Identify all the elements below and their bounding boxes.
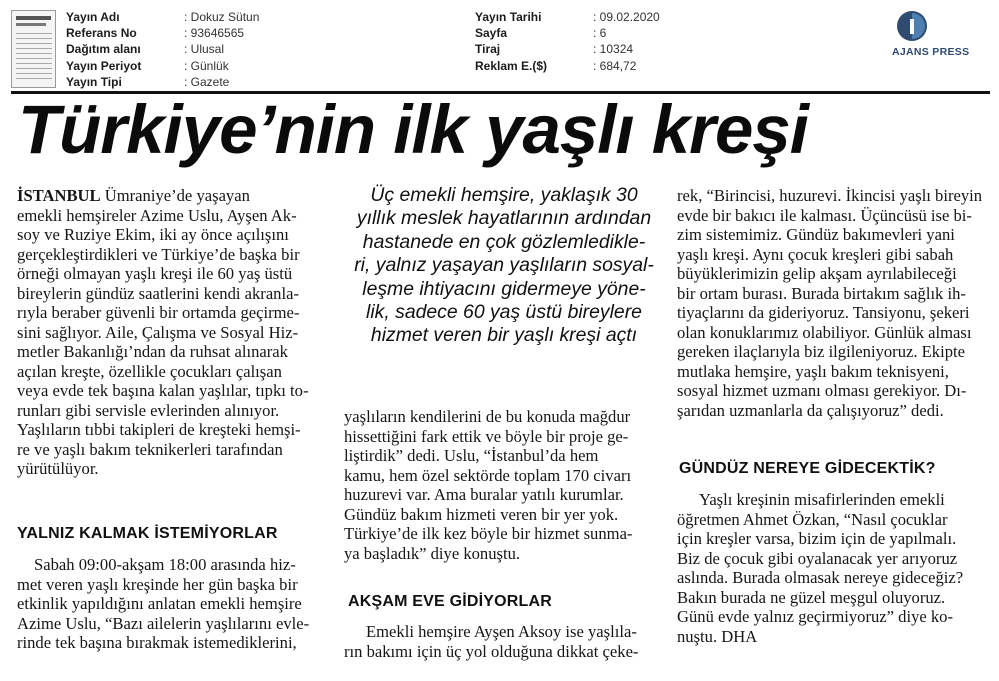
body-line: Günü evde yalnız geçirmiyoruz” diye ko-: [677, 607, 954, 626]
body-line: Sabah 09:00-akşam 18:00 arasında hiz-: [34, 555, 296, 574]
meta-row-circulation: [475, 41, 660, 57]
body-line: gerçekleştirdikleri ve Türkiye’de başka bir: [17, 244, 300, 264]
deck-line: leşme ihtiyacını gidermeye yöne-: [362, 277, 646, 300]
body-line: evde bir bakıcı ile kalması. Üçüncüsü ise bi-: [677, 205, 972, 225]
meta-row-reference-no: [66, 25, 259, 41]
body-line: sini sağlıyor. Aile, Çalışma ve Sosyal Hiz-: [17, 322, 299, 342]
body-line: re ve yaşlı bakım teknikerleri tarafından: [17, 439, 283, 459]
body-line: Yaşlıların tıbbi takipleri de kreşteki hemşi-: [17, 420, 301, 439]
deck-line: Üç emekli hemşire, yaklaşık 30: [370, 184, 638, 206]
body-line: runları gibi servisle evlerinden alınıyor.: [17, 400, 280, 420]
meta-label: Dağıtım alanı: [66, 42, 141, 57]
ajans-press-logo-icon: [896, 10, 928, 42]
meta-value: : 10324: [593, 42, 634, 57]
body-line: zim sistemimiz. Gündüz bakımevleri yani: [677, 225, 955, 244]
meta-value: : Gazete: [184, 74, 230, 89]
deck-line: hastanede en çok gözlemledikle-: [362, 230, 646, 253]
body-line: İSTANBUL Ümraniye’de yaşayan: [17, 186, 250, 205]
deck-line: ri, yalnız yaşayan yaşlıların sosyal-: [354, 254, 654, 277]
body-line: rek, “Birincisi, huzurevi. İkincisi yaşlı bireyin: [677, 186, 983, 205]
subheading-1: YALNIZ KALMAK İSTEMİYORLAR: [17, 525, 278, 542]
body-line: veya evde tek başına kalan yaşlılar, tıpkı to-: [17, 381, 309, 400]
meta-value: : Günlük: [184, 58, 229, 73]
body-line: rın bakımı için üç yol olduğuna dikkat çeke-: [344, 641, 639, 661]
meta-label: Yayın Tipi: [66, 74, 122, 89]
article-headline: Türkiye’nin ilk yaşlı kreşi: [18, 91, 808, 168]
logo-text: AJANS PRESS: [892, 46, 970, 58]
body-line: metler Bakanlığı’ndan da ruhsat alınarak: [17, 342, 288, 361]
article-column-3b: [677, 490, 991, 646]
meta-value: : Ulusal: [184, 42, 225, 57]
body-line: sosyal hizmet uzmanı olması gerekiyor. Dı-: [677, 381, 967, 400]
body-line: için kreşler varsa, bizim için de yapılmalı.: [677, 529, 957, 548]
article-column-2b: [344, 622, 662, 661]
subheading-2: AKŞAM EVE GİDİYORLAR: [348, 593, 553, 610]
body-line: emekli hemşireler Azime Uslu, Ayşen Ak-: [17, 205, 297, 225]
body-line: şarıdan uzmanlarla da çalışıyoruz” dedi.: [677, 400, 944, 420]
body-line: gereken ilaçlarıyla biz ilgileniyoruz. Ekipte: [677, 342, 965, 361]
body-line: yaşlıların kendilerini de bu konuda mağdur: [344, 407, 631, 426]
body-line: Yaşlı kreşinin misafirlerinden emekli: [699, 490, 945, 509]
body-line: Azime Uslu, “Bazı ailelerin yaşlılarını evle-: [17, 613, 310, 633]
meta-label: Reklam E.($): [475, 58, 548, 73]
meta-value: : 684,72: [593, 58, 637, 73]
meta-label: Referans No: [66, 26, 137, 41]
article-column-1b: [17, 555, 335, 653]
body-line: bireylerin gündüz saatlerini kendi akranla-: [17, 283, 299, 303]
body-line: etkinlik yapıldığını anlatan emekli hemşire: [17, 594, 302, 613]
body-line: yaşlı kreşi. Aynı çocuk kreşleri gibi sabah: [677, 244, 954, 264]
body-line: met veren yaşlı kreşinde her gün başka bir: [17, 574, 298, 594]
body-line: Biz de çocuk gibi oyalanacak yer arıyoruz: [677, 548, 958, 568]
meta-row-type: [66, 74, 259, 90]
body-line: öğretmen Ahmet Özkan, “Nasıl çocuklar: [677, 509, 948, 529]
deck-line: hizmet veren bir yaşlı kreşi açtı: [370, 324, 638, 347]
body-line: liştirdik” dedi. Uslu, “İstanbul’da hem: [344, 446, 599, 465]
body-line: hissettiğini fark ettik ve böyle bir proje ge-: [344, 426, 629, 446]
article-column-1: [17, 186, 335, 479]
meta-row-period: [66, 58, 259, 74]
ajans-press-logo: [892, 10, 990, 80]
subheading-3: GÜNDÜZ NEREYE GİDECEKTİK?: [679, 460, 936, 477]
meta-label: Yayın Adı: [66, 10, 120, 24]
meta-row-publication-name: [66, 9, 259, 25]
body-line: örneği olmayan yaşlı kreşi ile 60 yaş üstü: [17, 264, 293, 283]
body-line: rinde tek başına bırakmak istemediklerini,: [17, 633, 297, 652]
body-line: Bakın burada ne güzel meşgul oluyoruz.: [677, 587, 946, 607]
publication-metadata: [66, 9, 259, 90]
body-line: kamu, hem özel sektörde toplam 170 civarı: [344, 465, 632, 485]
body-line: Gündüz bakım hizmeti veren bir yer yok.: [344, 504, 619, 524]
body-line: Türkiye’de ilk kez böyle bir hizmet sunma-: [344, 524, 633, 543]
deck-line: yıllık meslek hayatlarının ardından: [356, 207, 652, 230]
meta-row-date: [475, 9, 660, 25]
meta-value: : Dokuz Sütun: [184, 10, 260, 24]
meta-row-ad-value: [475, 58, 660, 74]
body-line: bir ortam burası. Burada birtakım sağlık ih-: [677, 283, 966, 303]
body-line: tiyaçlarını da gideriyoruz. Tansiyonu, şekeri: [677, 303, 970, 322]
dateline: İSTANBUL: [17, 186, 101, 205]
page-thumbnail: [11, 10, 56, 88]
publication-stats: [475, 9, 660, 74]
body-line: soy ve Ruziye Ekim, iki ay önce açılışını: [17, 225, 289, 244]
meta-value: : 6: [593, 26, 607, 41]
body-line: nuştu. DHA: [677, 626, 758, 646]
meta-label: Yayın Tarihi: [475, 10, 542, 24]
body-line: açılan kreşte, özellikle çocukları çalışan: [17, 361, 282, 381]
body-line: aslında. Burada olmasak nereye gideceğiz?: [677, 568, 964, 587]
body-line: ya başladık” diye konuştu.: [344, 543, 521, 563]
article-column-3: [677, 186, 991, 420]
deck-line: lik, sadece 60 yaş üstü bireylere: [366, 301, 642, 324]
body-line: büyüklerimizin gelip akşam ayrılabileceği: [677, 264, 957, 283]
meta-label: Sayfa: [475, 26, 508, 41]
body-line: Emekli hemşire Ayşen Aksoy ise yaşlıla-: [366, 622, 637, 641]
body-line: huzurevi var. Ama buralar yatılı kurumlar.: [344, 485, 624, 504]
meta-label: Tiraj: [475, 42, 501, 57]
meta-value: : 93646565: [184, 26, 245, 41]
body-line: yürütülüyor.: [17, 459, 99, 478]
meta-label: Yayın Periyot: [66, 58, 142, 73]
meta-value: : 09.02.2020: [593, 10, 660, 24]
article-deck: [340, 184, 668, 348]
meta-row-page: [475, 25, 660, 41]
article-column-2: [344, 407, 662, 563]
body-line: rıyla beraber güvenli bir ortamda geçirme-: [17, 303, 300, 322]
body-line: olan konuklarımız olabiliyor. Günlük alması: [677, 322, 972, 342]
meta-row-distribution: [66, 41, 259, 57]
body-line: mutlaka hemşire, yaşlı bakım teknisyeni,: [677, 361, 949, 381]
